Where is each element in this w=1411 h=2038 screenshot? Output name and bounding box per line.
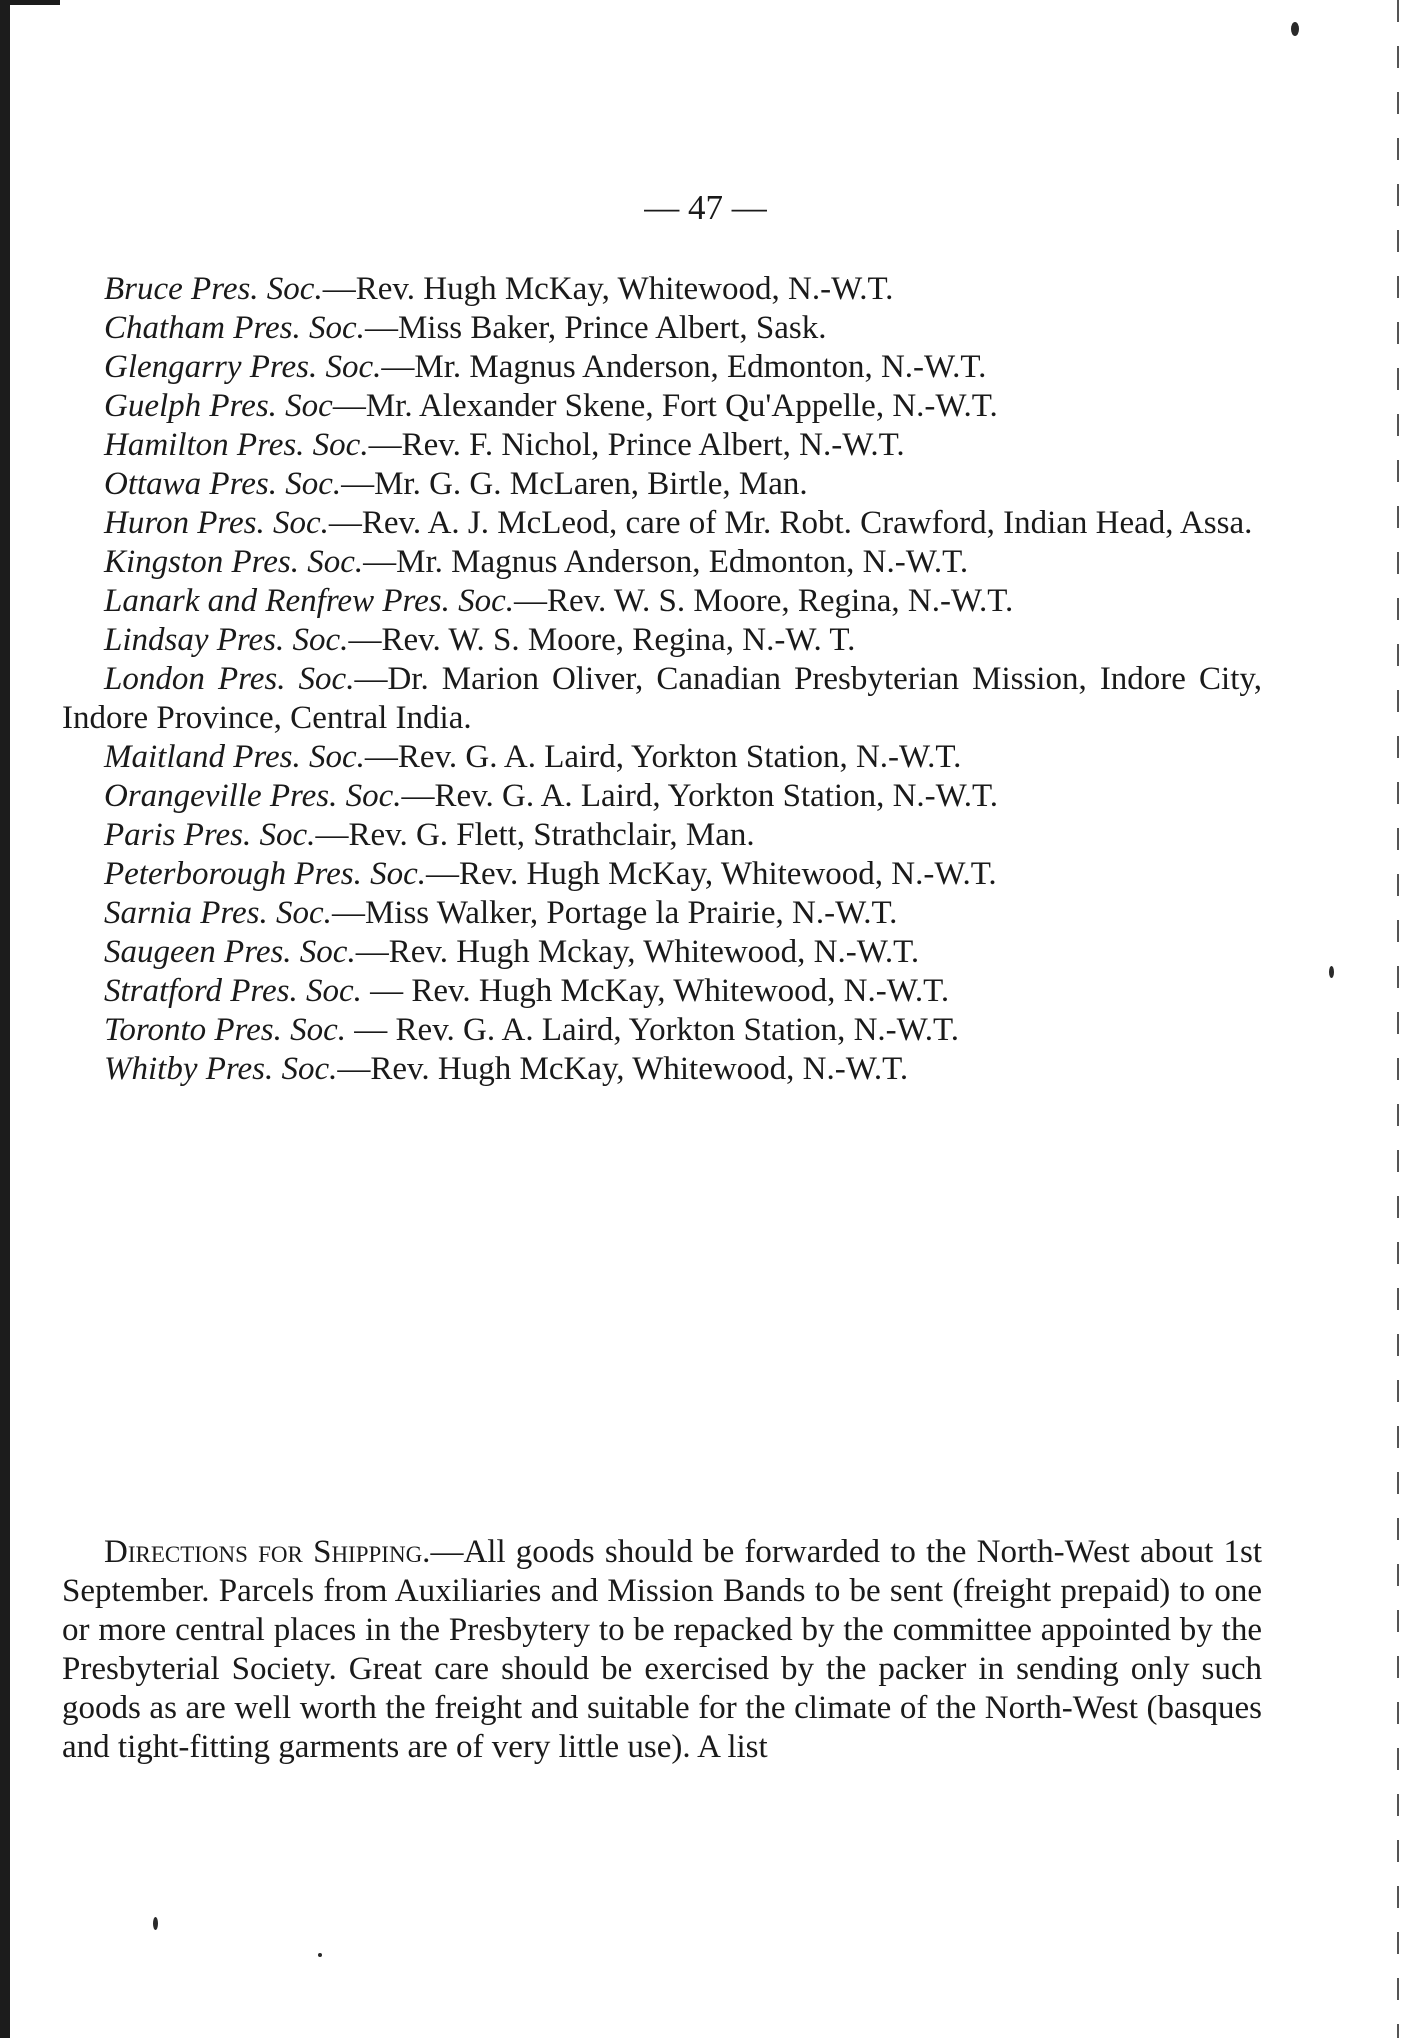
society-contact: — Rev. Hugh McKay, Whitewood, N.-W.T. [361, 973, 950, 1009]
society-name: Sarnia Pres. Soc. [104, 895, 332, 931]
directory-entry [62, 972, 1262, 1011]
society-contact: —Rev. F. Nichol, Prince Albert, N.-W.T. [368, 427, 905, 463]
society-name: Maitland Pres. Soc. [104, 739, 365, 775]
ink-speck [153, 1917, 158, 1930]
society-contact: —Rev. G. A. Laird, Yorkton Station, N.-W.T. [364, 739, 962, 775]
shipping-directions-paragraph [62, 1533, 1262, 1767]
directory-entry [62, 660, 1262, 738]
society-contact: —Miss Baker, Prince Albert, Sask. [364, 310, 827, 346]
society-contact: —Rev. G. Flett, Strathclair, Man. [315, 817, 755, 853]
society-name: Guelph Pres. Soc [104, 388, 333, 424]
ink-speck [1329, 966, 1334, 978]
society-name: Lindsay Pres. Soc. [104, 622, 349, 658]
society-name: Ottawa Pres. Soc. [104, 466, 342, 502]
society-name: Stratford Pres. Soc. [104, 973, 362, 1009]
directory-entry [62, 855, 1262, 894]
society-name: Whitby Pres. Soc. [104, 1051, 338, 1087]
directory-entry [62, 543, 1262, 582]
society-contact: —Mr. Magnus Anderson, Edmonton, N.-W.T. [363, 544, 969, 580]
directory-entry [62, 582, 1262, 621]
society-name: Hamilton Pres. Soc. [104, 427, 369, 463]
directory-entry [62, 348, 1262, 387]
society-name: Paris Pres. Soc. [104, 817, 316, 853]
ink-speck [318, 1953, 322, 1957]
society-directory [62, 270, 1262, 1089]
directory-entry [62, 933, 1262, 972]
society-contact: —Rev. W. S. Moore, Regina, N.-W. T. [348, 622, 856, 658]
directory-entry [62, 387, 1262, 426]
directory-entry [62, 270, 1262, 309]
shipping-directions-heading: Directions for Shipping. [104, 1534, 431, 1570]
society-contact: —Rev. G. A. Laird, Yorkton Station, N.-W.T. [401, 778, 998, 814]
society-contact: —Miss Walker, Portage la Prairie, N.-W.T. [331, 895, 898, 931]
society-name: Glengarry Pres. Soc. [104, 349, 382, 385]
society-name: London Pres. Soc. [104, 661, 355, 697]
society-contact: —Rev. Hugh McKay, Whitewood, N.-W.T. [426, 856, 997, 892]
society-name: Peterborough Pres. Soc. [104, 856, 426, 892]
society-contact: —Rev. A. J. McLeod, care of Mr. Robt. Crawford, Indian Head, Assa. [328, 505, 1253, 541]
directory-entry [62, 816, 1262, 855]
ink-speck [1291, 22, 1299, 36]
society-contact: —Rev. Hugh Mckay, Whitewood, N.-W.T. [355, 934, 920, 970]
society-name: Bruce Pres. Soc. [104, 271, 323, 307]
page-number: — 47 — [644, 188, 767, 227]
society-contact: —Mr. G. G. McLaren, Birtle, Man. [341, 466, 808, 502]
page-top-edge-mark [0, 0, 60, 5]
society-name: Saugeen Pres. Soc. [104, 934, 356, 970]
directory-entry [62, 777, 1262, 816]
society-name: Chatham Pres. Soc. [104, 310, 365, 346]
society-name: Huron Pres. Soc. [104, 505, 329, 541]
directory-entry [62, 738, 1262, 777]
society-contact: —Dr. Marion Oliver, Canadian Presbyterian Mission, Indore City, Indore Province, Central India. [62, 661, 1262, 736]
society-contact: — Rev. G. A. Laird, Yorkton Station, N.-W.T. [346, 1012, 959, 1048]
directory-entry [62, 504, 1262, 543]
shipping-directions-body: —All goods should be forwarded to the North-West about 1st September. Parcels from Auxiliaries and Mission Bands to be sent (freight prepaid) to one or more central places in the Presbytery to be repacked by the committee appointed by the Presbyterial Society. Great care should be exercised by the packer in sending only such goods as are well worth the freight and suitable for the climate of the North-West (basques and tight-fitting garments are of very little use). A list [62, 1534, 1262, 1765]
society-contact: —Rev. W. S. Moore, Regina, N.-W.T. [514, 583, 1014, 619]
society-name: Toronto Pres. Soc. [104, 1012, 347, 1048]
society-contact: —Mr. Magnus Anderson, Edmonton, N.-W.T. [381, 349, 987, 385]
directory-entry [62, 309, 1262, 348]
directory-entry [62, 894, 1262, 933]
society-name: Orangeville Pres. Soc. [104, 778, 402, 814]
directory-entry [62, 621, 1262, 660]
society-contact: —Rev. Hugh McKay, Whitewood, N.-W.T. [322, 271, 894, 307]
page-right-edge-shadow [1397, 0, 1399, 2038]
directory-entry [62, 1050, 1262, 1089]
directory-entry [62, 426, 1262, 465]
page-left-edge-shadow [0, 0, 10, 2038]
directory-entry [62, 1011, 1262, 1050]
society-contact: —Mr. Alexander Skene, Fort Qu'Appelle, N.-W.T. [332, 388, 998, 424]
society-name: Kingston Pres. Soc. [104, 544, 364, 580]
society-name: Lanark and Renfrew Pres. Soc. [104, 583, 515, 619]
society-contact: —Rev. Hugh McKay, Whitewood, N.-W.T. [337, 1051, 909, 1087]
directory-entry [62, 465, 1262, 504]
